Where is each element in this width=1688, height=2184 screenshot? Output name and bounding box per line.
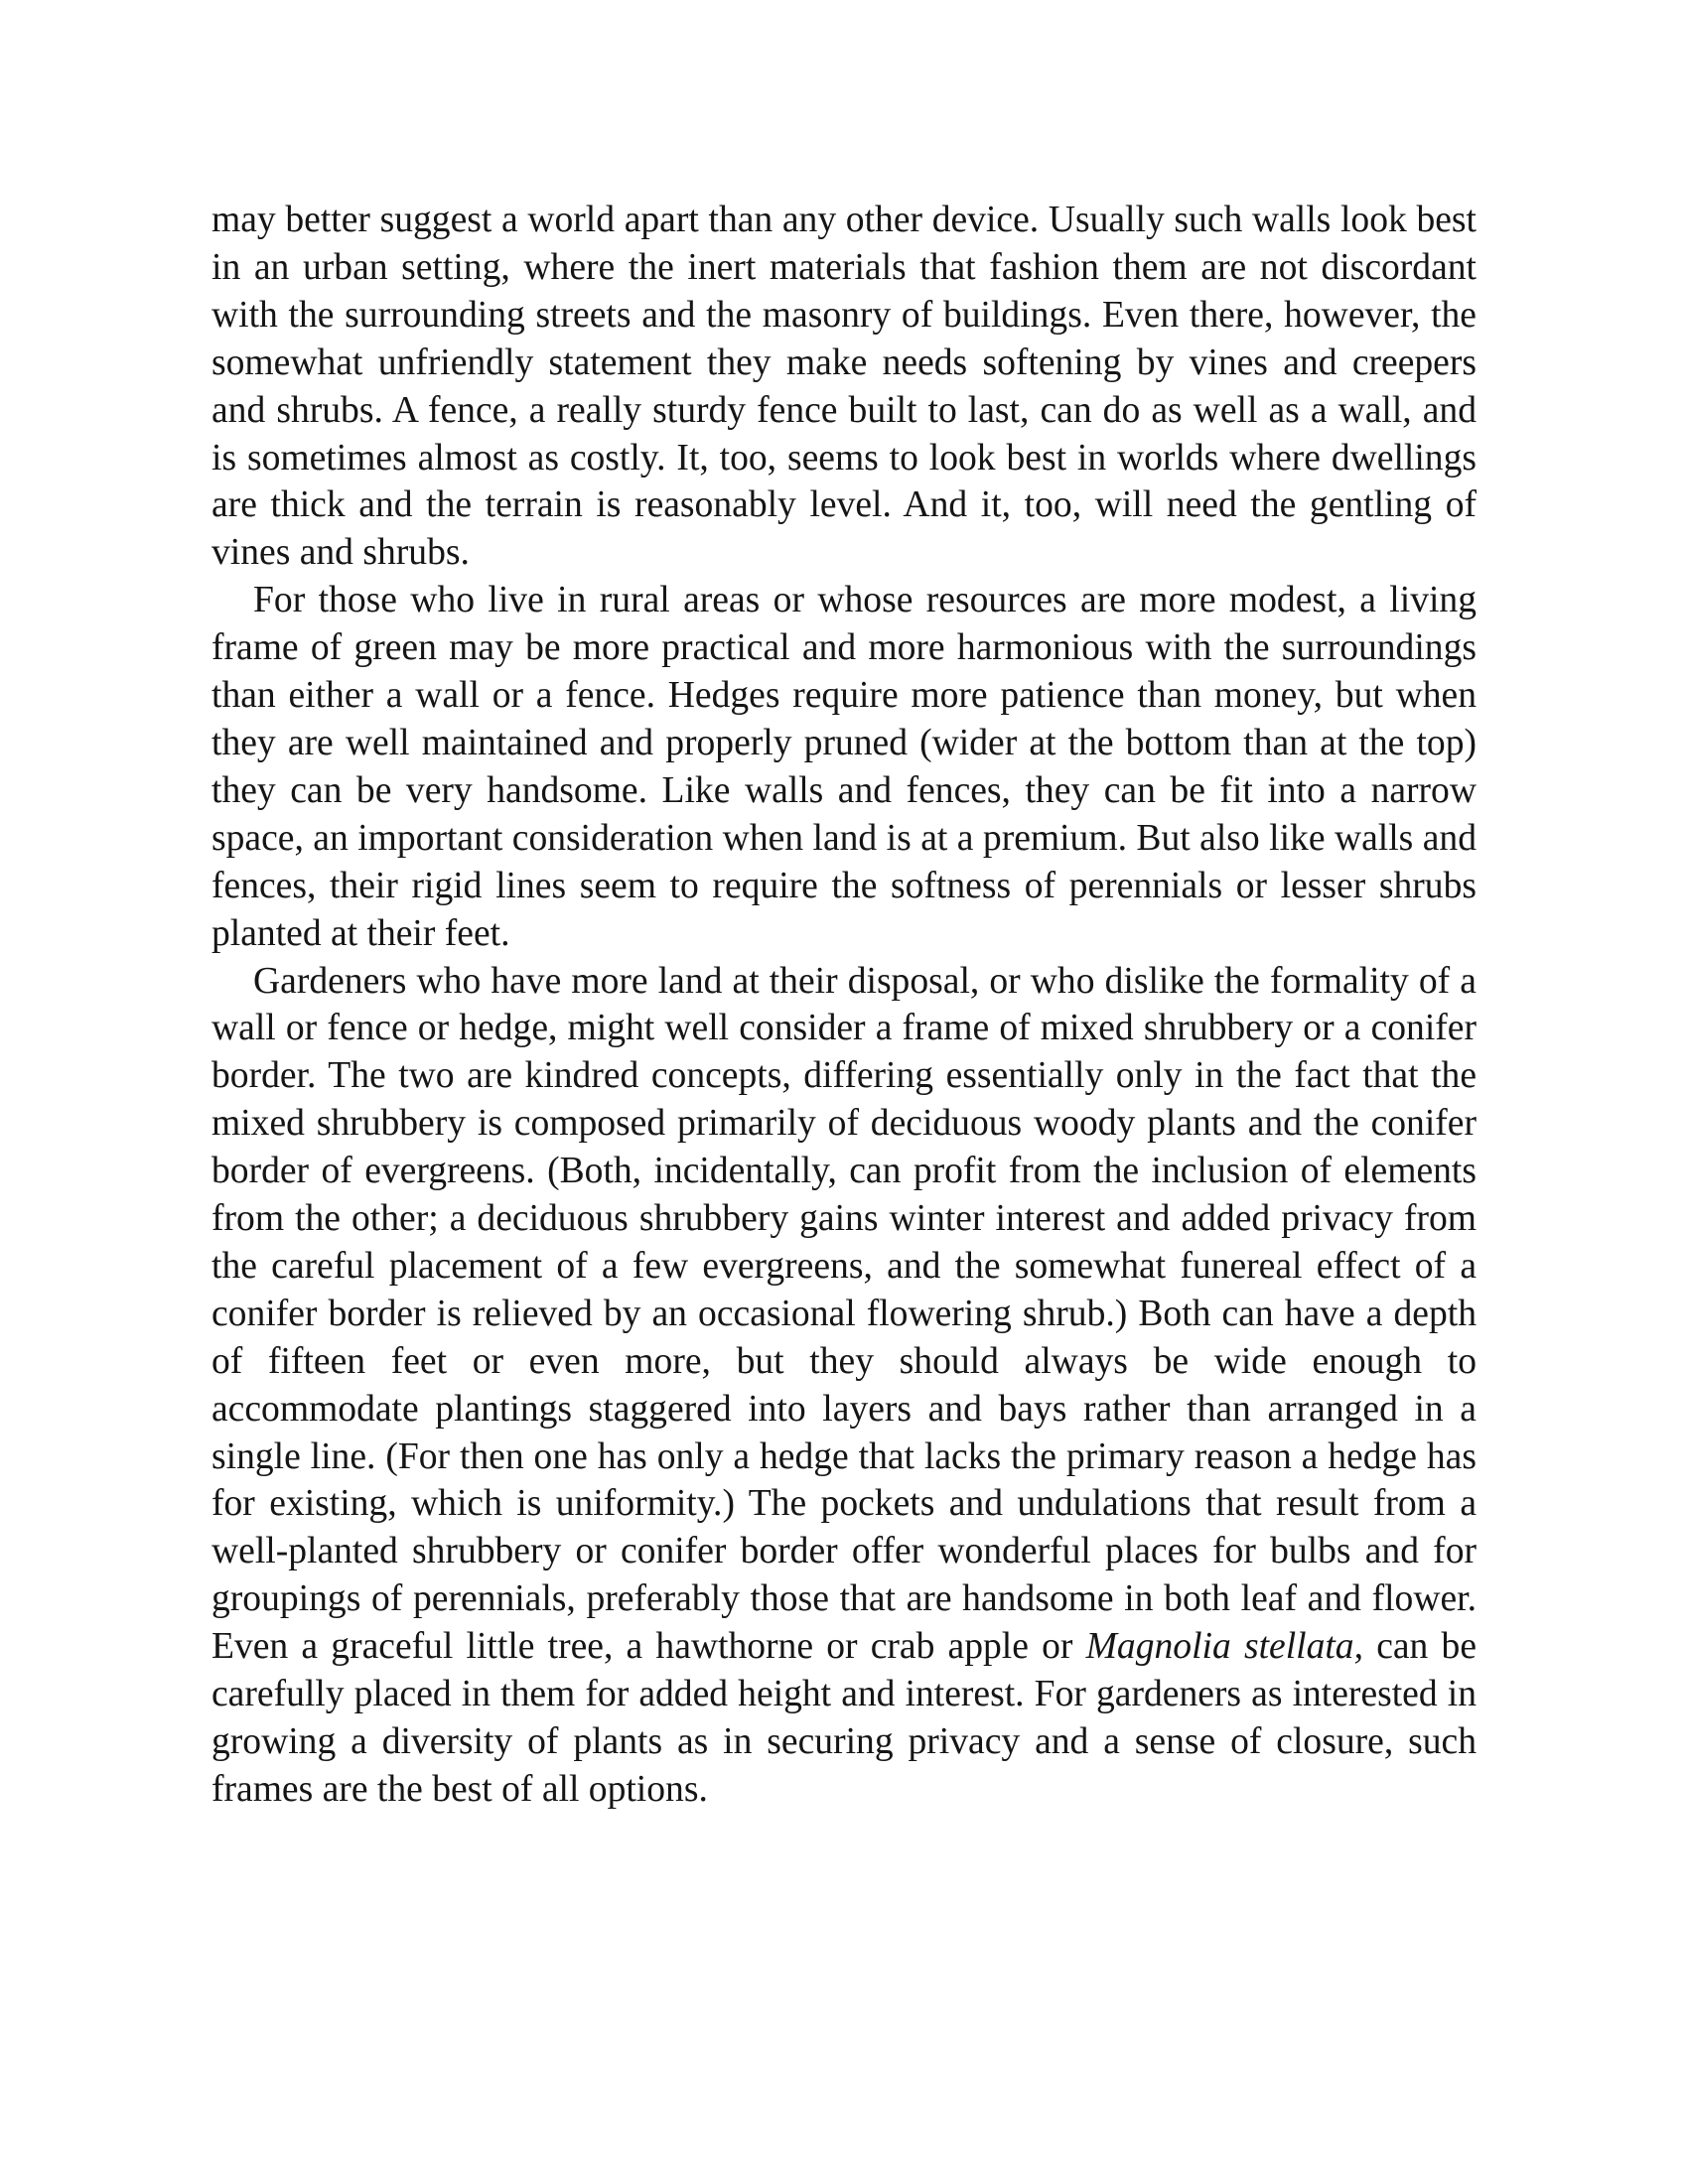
paragraph-text: may better suggest a world apart than any other device. Usually such walls look best in an urban setting, where the inert materials that fashion them are not discordant with the surrounding streets and the masonry of buildings. Even there, however, the somewhat unfriendly statement they make needs softening by vines and creepers and shrubs. A fence, a really sturdy fence built to last, can do as well as a wall, and is sometimes almost as costly. It, too, seems to look best in worlds where dwellings are thick and the terrain is reasonably level. And it, too, will need the gentling of vines and shrubs.: [211, 200, 1477, 574]
paragraph: [211, 577, 1477, 957]
paragraph: [211, 197, 1477, 577]
paragraph-text: can be carefully placed in them for added height and interest. For gardeners as interested in growing a diversity of plants as in securing privacy and a sense of closure, such frames are the best of all options.: [211, 1626, 1477, 1810]
paragraph: [211, 958, 1477, 1814]
body-text: [211, 197, 1477, 1814]
paragraph-text: Gardeners who have more land at their disposal, or who dislike the formality of a wall or fence or hedge, might well consider a frame of mixed shrubbery or a conifer border. The two are kindred concepts, differing essentially only in the fact that the mixed shrubbery is composed primarily of deciduous woody plants and the conifer border of evergreens. (Both, incidentally, can profit from the inclusion of elements from the other; a deciduous shrubbery gains winter interest and added privacy from the careful placement of a few evergreens, and the somewhat funereal effect of a conifer border is relieved by an occasional flowering shrub.) Both can have a depth of fifteen feet or even more, but they should always be wide enough to accommodate plantings staggered into layers and bays rather than arranged in a single line. (For then one has only a hedge that lacks the primary reason a hedge has for existing, which is uniformity.) The pockets and undulations that result from a well-planted shrubbery or conifer border offer wonderful places for bulbs and for groupings of perennials, preferably those that are handsome in both leaf and flower. Even a graceful little tree, a hawthorne or crab apple or: [211, 960, 1477, 1668]
paragraph-text: For those who live in rural areas or whose resources are more modest, a living frame of green may be more practical and more harmonious with the surroundings than either a wall or a fence. Hedges require more patience than money, but when they are well maintained and properly pruned (wider at the bottom than at the top) they can be very handsome. Like walls and fences, they can be fit into a narrow space, an important consideration when land is at a premium. But also like walls and fences, their rigid lines seem to require the softness of perennials or lesser shrubs planted at their feet.: [211, 580, 1477, 954]
italic-species-name: Magnolia stellata,: [1085, 1626, 1363, 1668]
